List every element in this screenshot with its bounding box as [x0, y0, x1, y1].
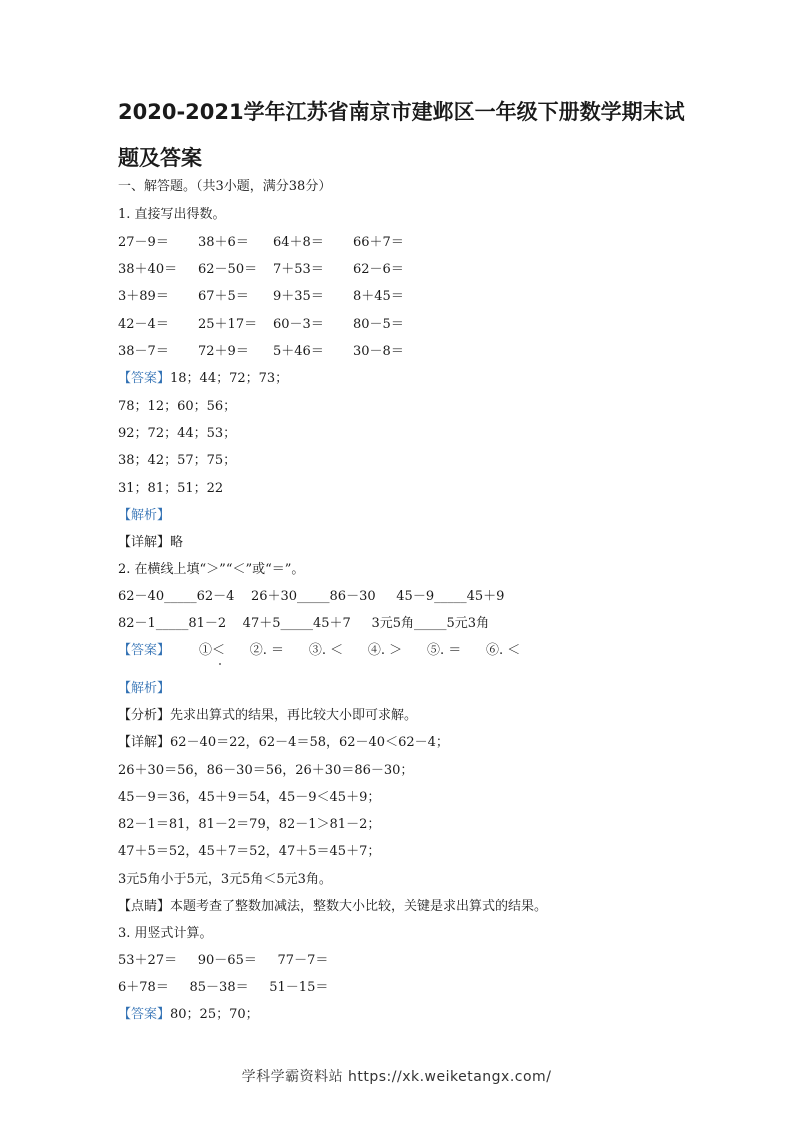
q1-detail: 【详解】略 — [118, 535, 184, 550]
q1-expression: 38＋40＝ — [118, 262, 178, 277]
section-heading: 一、解答题。（共3小题，满分38分） — [118, 179, 332, 194]
q2-answer-line: 【答案】 ①＜ ②. ＝ ③. ＜ ④. ＞ ⑤. ＝ ⑥. ＜ — [118, 643, 521, 658]
q2-fenxi: 【分析】先求出算式的结果，再比较大小即可求解。 — [118, 708, 418, 723]
q1-expression: 25＋17＝ — [198, 317, 258, 332]
q1-expression: 66＋7＝ — [353, 235, 404, 250]
q1-expression: 38＋6＝ — [198, 235, 249, 250]
doc-title-line2: 题及答案 — [118, 146, 202, 170]
doc-title-line1: 2020-2021学年江苏省南京市建邺区一年级下册数学期末试 — [118, 100, 685, 124]
answer-tag: 【答案】 — [118, 371, 171, 386]
q1-expression: 9＋35＝ — [273, 289, 324, 304]
q2-detail-4: 82－1＝81，81－2＝79，82－1＞81－2； — [118, 817, 381, 832]
answer-tag: 【答案】 — [118, 643, 171, 658]
answer-tag: 【答案】 — [118, 1007, 171, 1022]
q3-row2: 6＋78＝ 85－38＝ 51－15＝ — [118, 980, 329, 995]
q2-analysis-tag: 【解析】 — [118, 681, 171, 696]
q1-answer-line4: 38；42；57；75； — [118, 453, 237, 468]
q2-dianjing: 【点睛】本题考查了整数加减法，整数大小比较，关键是求出算式的结果。 — [118, 899, 548, 914]
q1-analysis-tag: 【解析】 — [118, 508, 171, 523]
stray-dot — [219, 663, 221, 665]
q3-answer-line: 【答案】80；25；70； — [118, 1007, 259, 1022]
q2-detail-5: 47＋5＝52，45＋7＝52，47＋5＝45＋7； — [118, 844, 381, 859]
q2-detail-2: 26＋30＝56，86－30＝56，26＋30＝86－30； — [118, 763, 414, 778]
q1-answer-line1: 【答案】18；44；72；73； — [118, 371, 289, 386]
page-footer: 学科学霸资料站 https://xk.weiketangx.com/ — [241, 1069, 552, 1085]
q2-stem: 2. 在横线上填“＞”“＜”或“＝”。 — [118, 562, 305, 577]
q1-expression: 8＋45＝ — [353, 289, 404, 304]
q1-expression: 3＋89＝ — [118, 289, 169, 304]
q1-answer-line3: 92；72；44；53； — [118, 426, 237, 441]
q2-row1: 62－40_____62－4 26＋30_____86－30 45－9_____45＋9 — [118, 589, 505, 604]
q1-expression: 27－9＝ — [118, 235, 169, 250]
q3-stem: 3. 用竖式计算。 — [118, 926, 213, 941]
q3-row1: 53＋27＝ 90－65＝ 77－7＝ — [118, 953, 329, 968]
q2-row2: 82－1_____81－2 47＋5_____45＋7 3元5角_____5元3角 — [118, 616, 490, 631]
q1-expression: 72＋9＝ — [198, 344, 249, 359]
q1-expression: 30－8＝ — [353, 344, 404, 359]
q1-expression: 42－4＝ — [118, 317, 169, 332]
q2-detail-1: 【详解】62－40＝22，62－4＝58，62－40＜62－4； — [118, 735, 449, 750]
q1-expression: 38－7＝ — [118, 344, 169, 359]
q1-answer-line5: 31；81；51；22 — [118, 481, 224, 496]
q2-detail-6: 3元5角小于5元，3元5角＜5元3角。 — [118, 872, 332, 887]
q1-expression: 60－3＝ — [273, 317, 324, 332]
q1-expression: 80－5＝ — [353, 317, 404, 332]
q1-expression: 7＋53＝ — [273, 262, 324, 277]
q1-answer-line2: 78；12；60；56； — [118, 399, 237, 414]
q1-expression: 67＋5＝ — [198, 289, 249, 304]
q1-expression: 5＋46＝ — [273, 344, 324, 359]
q2-detail-3: 45－9＝36，45＋9＝54，45－9＜45＋9； — [118, 790, 381, 805]
q1-expression: 62－50＝ — [198, 262, 258, 277]
q1-expression: 62－6＝ — [353, 262, 404, 277]
q1-stem: 1. 直接写出得数。 — [118, 207, 226, 222]
q1-expression: 64＋8＝ — [273, 235, 324, 250]
